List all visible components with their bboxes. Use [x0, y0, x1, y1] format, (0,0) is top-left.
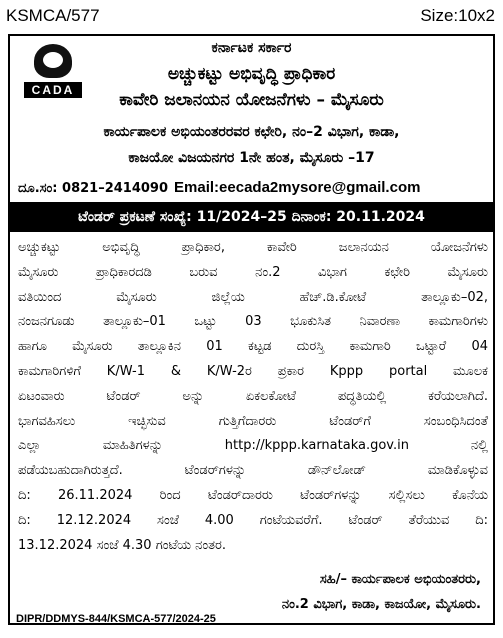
body-line-portal-link: ಎಲ್ಲಾ ಮಾಹಿತಿಗಳನ್ನು http://kppp.karnataka.gov.in ನಲ್ಲಿ: [18, 438, 488, 454]
body-line: ಮೈಸೂರು ಪ್ರಾಧಿಕಾರದಡಿ ಬರುವ ನಂ.2 ವಿಭಾಗ ಕಛೇರಿ ಮೈಸೂರು: [18, 264, 488, 280]
signature-line2: ನಂ.2 ವಿಭಾಗ, ಕಾಡಾ, ಕಾಜಯೋ, ಮೈಸೂರು.: [281, 597, 481, 612]
project-title: ಕಾವೇರಿ ಜಲಾನಯನ ಯೋಜನೆಗಳು – ಮೈಸೂರು: [119, 90, 384, 110]
ad-size-label: Size:10x2: [420, 6, 495, 25]
notice-frame: [8, 34, 495, 625]
body-line: ಪಡೆಯಬಹುದಾಗಿರುತ್ತದೆ. ಟೆಂಡರ್‌ಗಳನ್ನು ಡೌನ್‌ಲೋಡ್ ಮಾಡಿಕೊಳ್ಳುವ: [18, 463, 488, 479]
body-line: ಅಚ್ಚುಕಟ್ಟು ಅಭಿವೃದ್ಧಿ ಪ್ರಾಧಿಕಾರ, ಕಾವೇರಿ ಜಲಾನಯನ ಯೋಜನೆಗಳು: [18, 240, 488, 255]
email-address: Email:eecada2mysore@gmail.com: [174, 179, 421, 196]
body-line: ಭಾಗವಹಿಸಲು ಇಚ್ಛಿಸುವ ಗುತ್ತಿಗೆದಾರರು ಟೆಂಡರ್‌ಗೆ ಸಂಬಂಧಿಸಿದಂತೆ: [18, 413, 488, 429]
body-line: ನಂಜನಗೂಡು ತಾಲ್ಲೂಕು–01 ಒಟ್ಟು 03 ಭೂಕುಸಿತ ನಿವಾರಣಾ ಕಾಮಗಾರಿಗಳು: [18, 314, 488, 330]
contact-line: [18, 177, 487, 196]
body-line: ಏಟಂವಾರು ಟೆಂಡರ್ ಅನ್ನು ಏಕಲಕೋಟೆ ಪದ್ಧತಿಯಲ್ಲಿ ಕರೆಯಲಾಗಿದೆ.: [18, 388, 488, 404]
body-line: 13.12.2024 ಸಂಜೆ 4.30 ಗಂಟೆಯ ನಂತರ.: [18, 537, 227, 553]
body-line: ಕಾಮಗಾರಿಗಳಿಗೆ K/W-1 & K/W-2ರ ಪ್ರಕಾರ Kppp portal ಮೂಲಕ: [18, 363, 488, 379]
signature-line1: ಸಹಿ/– ಕಾರ್ಯಪಾಲಕ ಅಭಿಯಂತರರು,: [319, 572, 481, 587]
phone-number: ದೂ.ಸಂ: 0821–2414090: [18, 181, 169, 196]
cada-logo-text: CADA: [24, 82, 82, 98]
body-line: ದಿ: 26.11.2024 ರಿಂದ ಟೆಂಡರ್‌ದಾರರು ಟೆಂಡರ್‌ಗಳನ್ನು ಸಲ್ಲಿಸಲು ಕೊನೆಯ: [18, 487, 488, 503]
govt-title: ಕರ್ನಾಟಕ ಸರ್ಕಾರ: [211, 40, 292, 56]
body-line: ದಿ: 12.12.2024 ಸಂಜೆ 4.00 ಗಂಟೆಯವರೆಗೆ. ಟೆಂಡರ್ ತೆರೆಯುವ ದಿ:: [18, 512, 488, 528]
office-address-line2: ಕಾಜಯೋ ವಿಜಯನಗರ 1ನೇ ಹಂತ, ಮೈಸೂರು –17: [128, 150, 375, 166]
dipr-reference: DIPR/DDMYS-844/KSMCA-577/2024-25: [16, 613, 216, 625]
tender-notice-band: ಟೆಂಡರ್ ಪ್ರಕಟಣೆ ಸಂಖ್ಯೆ: 11/2024–25 ದಿನಾಂಕ: 20.11.2024: [10, 202, 493, 232]
notice-body: [18, 236, 488, 558]
body-line: ವತಿಯಿಂದ ಮೈಸೂರು ಜಿಲ್ಲೆಯ ಹೆಚ್.ಡಿ.ಕೋಟೆ ತಾಲ್ಲೂಕು–02,: [18, 289, 488, 305]
body-line: ಹಾಗೂ ಮೈಸೂರು ತಾಲ್ಲೂಕಿನ 01 ಕಟ್ಟಡ ದುರಸ್ತಿ ಕಾಮಗಾರಿ ಒಟ್ಟಾರೆ 04: [18, 339, 488, 355]
office-address-line1: ಕಾರ್ಯಪಾಲಕ ಅಭಿಯಂತರರವರ ಕಛೇರಿ, ನಂ–2 ವಿಭಾಗ, ಕಾಡಾ,: [103, 124, 400, 140]
authority-title: ಅಚ್ಚುಕಟ್ಟು ಅಭಿವೃದ್ಧಿ ಪ್ರಾಧಿಕಾರ: [167, 64, 336, 84]
ad-reference-code: KSMCA/577: [6, 6, 100, 25]
